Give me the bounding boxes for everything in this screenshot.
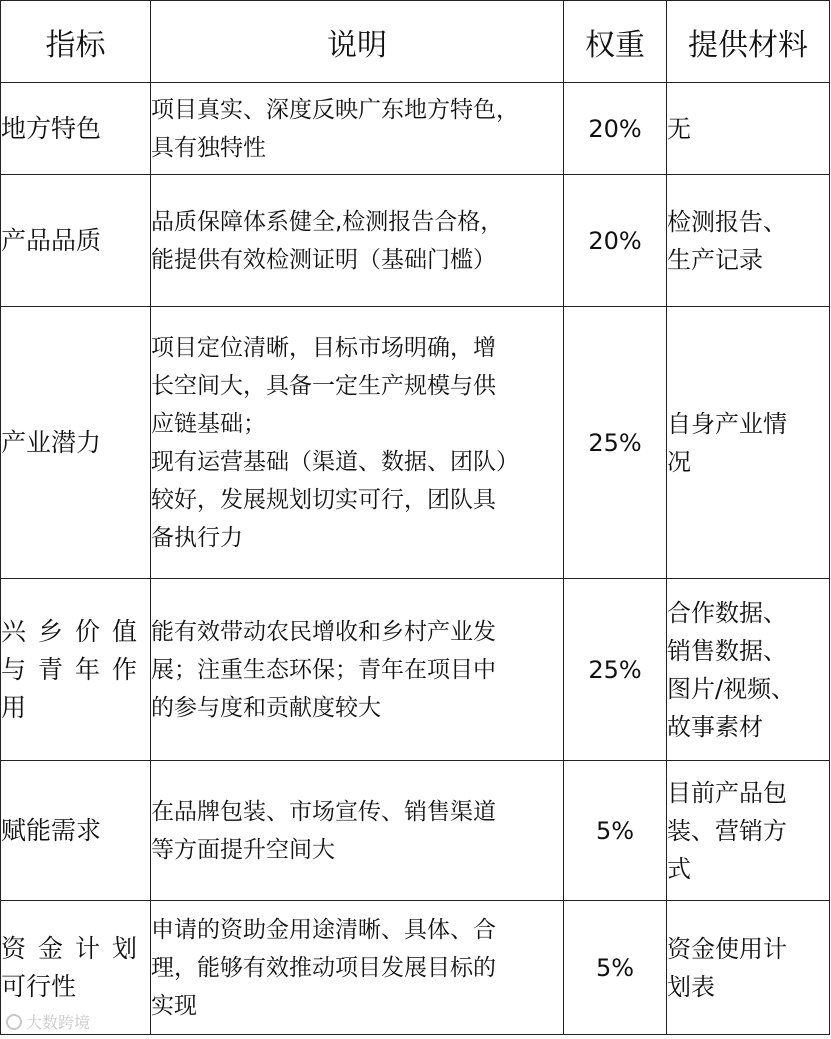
weight-cell: 5% <box>564 901 667 1035</box>
weight-cell: 20% <box>564 83 667 175</box>
materials-cell: 合作数据、 销售数据、 图片/视频、 故事素材 <box>667 579 830 761</box>
header-indicator: 指标 <box>1 1 151 83</box>
weight-cell: 25% <box>564 579 667 761</box>
weight-cell: 5% <box>564 761 667 901</box>
header-weight: 权重 <box>564 1 667 83</box>
table-row <box>1 307 830 579</box>
materials-cell: 检测报告、 生产记录 <box>667 175 830 307</box>
weight-cell: 25% <box>564 307 667 579</box>
table-row <box>1 175 830 307</box>
materials-cell: 自身产业情 况 <box>667 307 830 579</box>
table-row <box>1 579 830 761</box>
description-cell: 能有效带动农民增收和乡村产业发 展；注重生态环保；青年在项目中 的参与度和贡献度较大 <box>151 579 564 761</box>
description-cell: 品质保障体系健全,检测报告合格， 能提供有效检测证明（基础门槛） <box>151 175 564 307</box>
description-cell: 在品牌包装、市场宣传、销售渠道 等方面提升空间大 <box>151 761 564 901</box>
indicator-cell: 资金计划 可行性 <box>1 901 151 1035</box>
watermark <box>6 1010 90 1033</box>
table-row <box>1 761 830 901</box>
materials-cell: 无 <box>667 83 830 175</box>
indicator-cell: 赋能需求 <box>1 761 151 901</box>
header-materials: 提供材料 <box>667 1 830 83</box>
table-row <box>1 901 830 1035</box>
indicator-cell: 兴乡价值 与青年作 用 <box>1 579 151 761</box>
table-row <box>1 83 830 175</box>
indicator-cell: 产品品质 <box>1 175 151 307</box>
header-description: 说明 <box>151 1 564 83</box>
indicator-cell: 产业潜力 <box>1 307 151 579</box>
watermark-logo-icon <box>6 1014 22 1030</box>
description-cell: 申请的资助金用途清晰、具体、合 理，能够有效推动项目发展目标的 实现 <box>151 901 564 1035</box>
materials-cell: 目前产品包 装、营销方 式 <box>667 761 830 901</box>
watermark-text: 大数跨境 <box>26 1013 91 1032</box>
weight-cell: 20% <box>564 175 667 307</box>
indicator-cell: 地方特色 <box>1 83 151 175</box>
header-row <box>1 1 830 83</box>
description-cell: 项目定位清晰，目标市场明确，增 长空间大，具备一定生产规模与供 应链基础； 现有运营基础（渠道、数据、团队） 较好，发展规划切实可行，团队具 备执行力 <box>151 307 564 579</box>
materials-cell: 资金使用计 划表 <box>667 901 830 1035</box>
description-cell: 项目真实、深度反映广东地方特色， 具有独特性 <box>151 83 564 175</box>
